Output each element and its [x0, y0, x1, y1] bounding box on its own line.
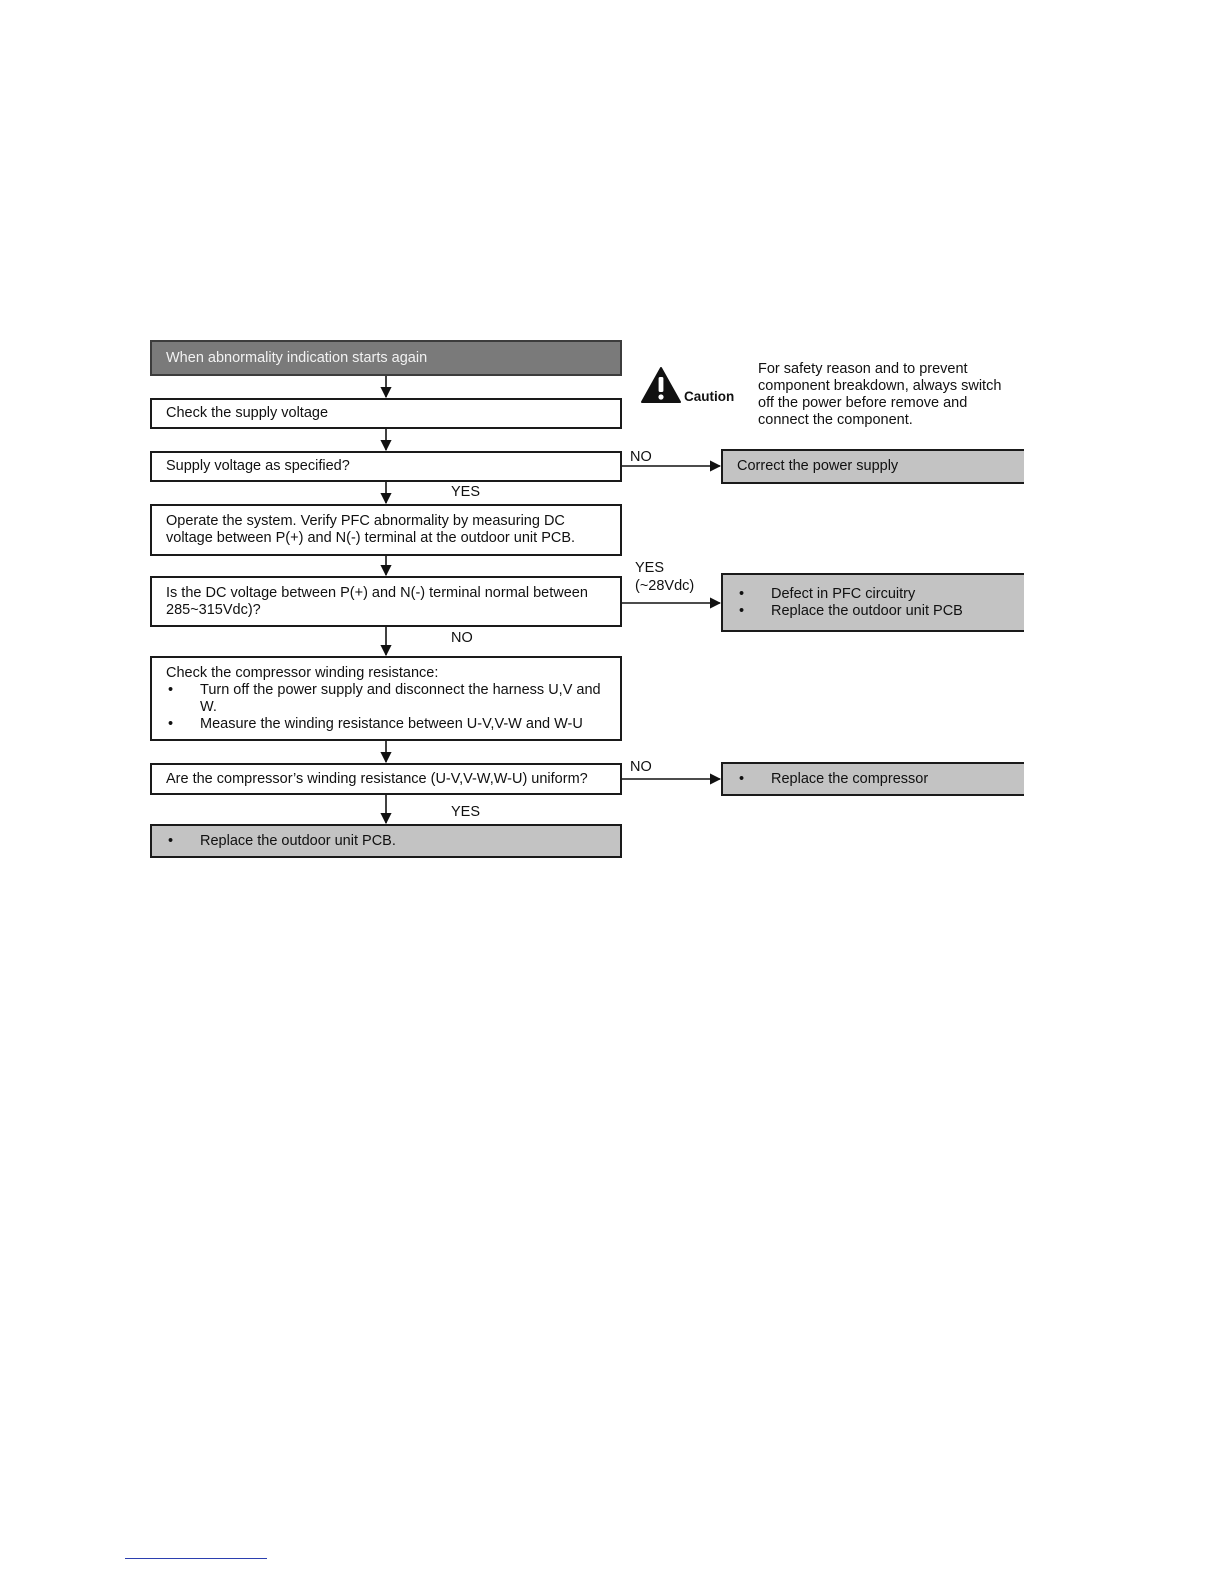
- label-yes-winding: YES: [451, 804, 481, 820]
- dc-voltage-question-text: Is the DC voltage between P(+) and N(-) terminal normal between 285~315Vdc)?: [166, 584, 588, 618]
- replace-compressor-text: • Replace the compressor: [737, 771, 1010, 788]
- replace-pcb-final-step: [150, 824, 622, 858]
- caution-label: Caution: [684, 389, 735, 404]
- check-supply-step: [150, 398, 622, 429]
- warning-triangle-icon: [640, 366, 682, 404]
- winding-question-text: Are the compressor’s winding resistance (U-V,V-W,W-U) uniform?: [166, 770, 588, 787]
- start-step: [150, 340, 622, 376]
- correct-power-text: Correct the power supply: [737, 458, 899, 474]
- label-no-dc: NO: [451, 630, 473, 646]
- caution-text: For safety reason and to prevent component breakdown, always switch off the power before remove and connect the component.: [758, 361, 1002, 428]
- footer-rule: [125, 1558, 267, 1559]
- pfc-defect-outcome: [721, 573, 1024, 632]
- supply-question-text: Supply voltage as specified?: [166, 458, 350, 474]
- winding-check-title: Check the compressor winding resistance:: [166, 664, 439, 681]
- replace-pcb-final-text: • Replace the outdoor unit PCB.: [166, 833, 606, 850]
- winding-question: [150, 763, 622, 795]
- label-yes-supply: YES: [451, 484, 481, 500]
- label-no-supply: NO: [630, 449, 652, 465]
- operate-step-text: Operate the system. Verify PFC abnormality by measuring DC voltage between P(+) and N(-) terminal at the outdoor unit PCB.: [166, 513, 576, 546]
- dc-voltage-question: [150, 576, 622, 627]
- winding-check-item: • Turn off the power supply and disconnect the harness U,V and W.: [166, 682, 606, 716]
- winding-check-list: [166, 682, 606, 733]
- check-supply-text: Check the supply voltage: [166, 405, 329, 421]
- label-yes-dc: YES: [635, 560, 665, 576]
- operate-step: [150, 504, 622, 556]
- label-yes-dc-sub: (~28Vdc): [635, 578, 695, 594]
- correct-power-outcome: [721, 449, 1024, 484]
- winding-check-step: [150, 656, 622, 741]
- start-step-text: When abnormality indication starts again: [166, 349, 428, 366]
- winding-check-item: • Measure the winding resistance between U-V,V-W and W-U: [166, 716, 606, 733]
- pfc-defect-item: • Replace the outdoor unit PCB: [737, 603, 1010, 620]
- replace-compressor-outcome: [721, 762, 1024, 796]
- pfc-defect-item: • Defect in PFC circuitry: [737, 586, 1010, 603]
- supply-question: [150, 451, 622, 482]
- label-no-winding: NO: [630, 759, 652, 775]
